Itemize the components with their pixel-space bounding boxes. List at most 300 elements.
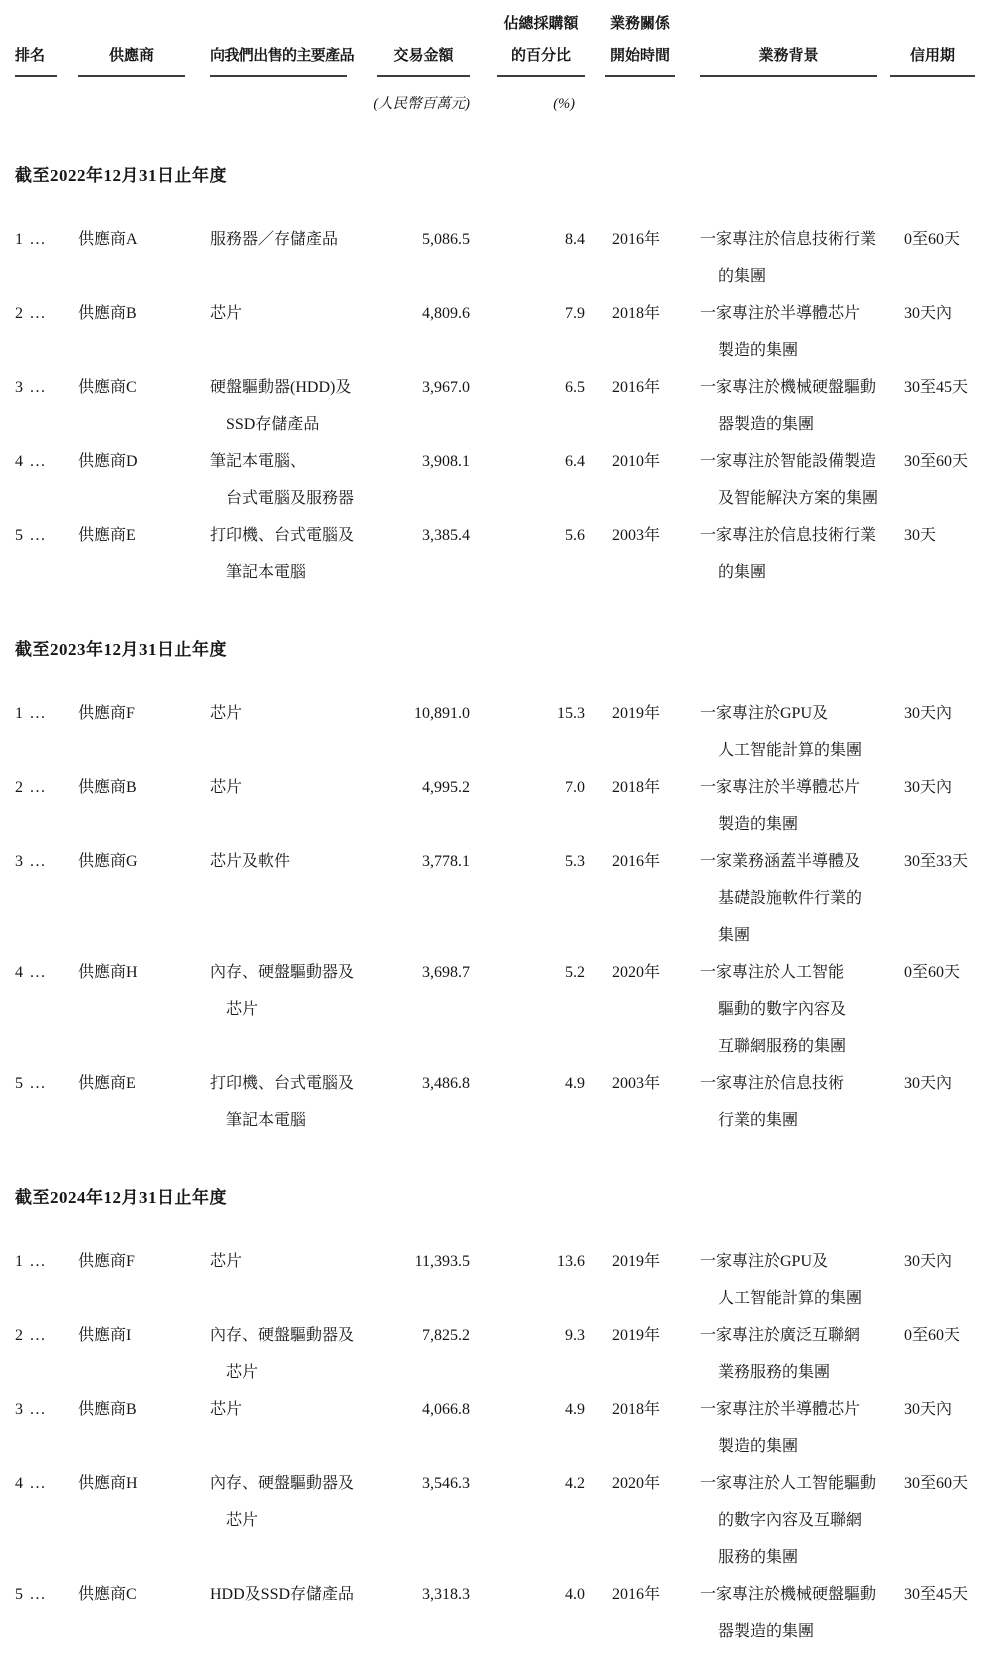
rank-cell [15,954,78,991]
products-cell [210,517,355,591]
products-cell-text: 硬盤驅動器(HDD)及 [210,379,352,396]
rank-cell-text: 4 ... [15,1475,47,1492]
table-row [15,1243,985,1317]
credit-cell [890,769,985,806]
products-cell-text: 內存、硬盤驅動器及 [210,964,355,981]
background-cell-text: 製造的集團 [718,342,799,359]
table-row [15,295,985,369]
background-cell-text: 服務的集團 [718,1549,799,1566]
products-cell [210,1065,355,1139]
supplier-cell-text: 供應商B [78,305,137,322]
start-year-cell [585,769,700,806]
table-row [15,954,985,1065]
supplier-cell-text: 供應商H [78,1475,138,1492]
percent-cell-text: 5.3 [565,853,585,870]
credit-cell-text: 30至60天 [904,453,969,470]
start-year-cell [585,443,700,480]
header-amount-label: 交易金額 [393,48,454,64]
background-cell [700,1065,890,1139]
background-cell [700,295,890,369]
header-percent-line1: 佔總採購額 [503,16,579,32]
rank-cell-text: 1 ... [15,1253,47,1270]
products-cell-text: 打印機、台式電腦及 [210,1075,355,1092]
amount-cell [355,695,470,732]
amount-cell [355,1391,470,1428]
products-cell-text: 筆記本電腦、 [210,453,307,470]
start-year-cell-text: 2020年 [612,964,661,981]
rank-cell-text: 4 ... [15,453,47,470]
amount-cell [355,443,470,480]
section-rows [15,1243,1000,1650]
background-cell-text: 行業的集團 [718,1112,799,1129]
amount-cell [355,517,470,554]
background-cell-text: 一家專注於半導體芯片 [700,1401,861,1418]
supplier-cell [78,1243,210,1280]
credit-cell-text: 30天 [904,527,937,544]
credit-cell-text: 30至60天 [904,1475,969,1492]
start-year-cell [585,843,700,880]
background-cell [700,1576,890,1650]
background-cell-text: 一家專注於半導體芯片 [700,779,861,796]
start-year-cell [585,1391,700,1428]
background-cell-text: 一家專注於智能設備製造 [700,453,877,470]
amount-cell-text: 3,385.4 [422,527,470,544]
header-credit [890,8,985,77]
credit-cell [890,695,985,732]
table-row [15,443,985,517]
start-year-cell [585,695,700,732]
background-cell-text: 一家專注於信息技術行業 [700,231,877,248]
amount-cell-text: 3,908.1 [422,453,470,470]
credit-cell [890,1391,985,1428]
percent-cell [470,1243,585,1280]
header-percent-line2: 的百分比 [510,48,571,64]
header-relationship-line2: 開始時間 [609,48,670,64]
background-cell-text: 一家專注於GPU及 [700,1253,829,1270]
amount-cell-text: 5,086.5 [422,231,470,248]
products-cell-text: 芯片 [210,1253,243,1270]
amount-cell [355,954,470,991]
percent-cell [470,695,585,732]
background-cell-text: 器製造的集團 [718,416,815,433]
supplier-cell-text: 供應商B [78,779,137,796]
background-cell-text: 製造的集團 [718,816,799,833]
rank-cell-text: 3 ... [15,1401,47,1418]
supplier-cell-text: 供應商G [78,853,138,870]
percent-cell [470,443,585,480]
percent-cell-text: 7.0 [565,779,585,796]
products-cell-text: 芯片 [210,305,243,322]
rank-cell-text: 2 ... [15,779,47,796]
amount-cell-text: 3,698.7 [422,964,470,981]
percent-cell-text: 7.9 [565,305,585,322]
supplier-cell-text: 供應商F [78,1253,135,1270]
supplier-cell [78,769,210,806]
amount-cell-text: 10,891.0 [414,705,470,722]
supplier-cell [78,443,210,480]
background-cell-text: 驅動的數字內容及 [718,1001,847,1018]
supplier-cell-text: 供應商I [78,1327,132,1344]
percent-cell-text: 9.3 [565,1327,585,1344]
rank-cell [15,443,78,480]
percent-cell-text: 13.6 [557,1253,585,1270]
background-cell [700,843,890,954]
rank-cell-text: 3 ... [15,853,47,870]
supplier-cell-text: 供應商C [78,1586,137,1603]
start-year-cell [585,369,700,406]
rank-cell-text: 2 ... [15,1327,47,1344]
background-cell [700,695,890,769]
background-cell-text: 器製造的集團 [718,1623,815,1640]
amount-unit-note: (人民幣百萬元) [373,96,470,112]
credit-cell [890,517,985,554]
supplier-cell [78,1465,210,1502]
header-background [700,8,890,77]
background-cell-text: 一家專注於信息技術行業 [700,527,877,544]
start-year-cell-text: 2016年 [612,1586,661,1603]
products-cell-text: 芯片 [210,779,243,796]
start-year-cell-text: 2018年 [612,1401,661,1418]
rank-cell-text: 3 ... [15,379,47,396]
supplier-cell-text: 供應商F [78,705,135,722]
table-row [15,1065,985,1139]
percent-cell-text: 15.3 [557,705,585,722]
rank-cell [15,843,78,880]
percent-cell-text: 5.6 [565,527,585,544]
products-cell [210,1317,355,1391]
products-cell [210,954,355,1028]
section-rows [15,221,1000,591]
percent-cell-text: 4.0 [565,1586,585,1603]
supplier-cell [78,695,210,732]
background-cell-text: 人工智能計算的集團 [718,1290,863,1307]
header-rank-label: 排名 [15,48,46,64]
credit-cell [890,443,985,480]
amount-cell [355,1243,470,1280]
background-cell [700,1317,890,1391]
rank-cell [15,1243,78,1280]
products-cell-text: HDD及SSD存儲產品 [210,1586,355,1603]
start-year-cell-text: 2016年 [612,853,661,870]
products-cell [210,769,355,806]
background-cell [700,1391,890,1465]
percent-cell-text: 6.4 [565,453,585,470]
rank-cell [15,517,78,554]
supplier-cell [78,1065,210,1102]
header-amount [355,8,470,77]
rank-cell [15,1391,78,1428]
start-year-cell-text: 2003年 [612,1075,661,1092]
percent-cell-text: 4.2 [565,1475,585,1492]
credit-cell-text: 30天內 [904,305,953,322]
percent-cell-text: 5.2 [565,964,585,981]
header-relationship [585,8,700,77]
rank-cell [15,769,78,806]
amount-cell-text: 4,066.8 [422,1401,470,1418]
background-cell-text: 一家專注於半導體芯片 [700,305,861,322]
supplier-cell-text: 供應商E [78,1075,136,1092]
supplier-cell-text: 供應商E [78,527,136,544]
amount-cell [355,221,470,258]
supplier-cell [78,369,210,406]
rank-cell-text: 4 ... [15,964,47,981]
supplier-cell [78,1576,210,1613]
amount-cell-text: 4,809.6 [422,305,470,322]
credit-cell-text: 30至45天 [904,1586,969,1603]
background-cell [700,1465,890,1576]
background-cell-text: 製造的集團 [718,1438,799,1455]
credit-cell [890,221,985,258]
percent-cell [470,1317,585,1354]
percent-cell [470,769,585,806]
credit-cell [890,1243,985,1280]
section-title: 截至2022年12月31日止年度 [15,166,227,185]
percent-cell [470,295,585,332]
table-header [15,8,985,77]
credit-cell [890,1465,985,1502]
supplier-cell [78,295,210,332]
credit-cell-text: 30天內 [904,705,953,722]
percent-cell-text: 6.5 [565,379,585,396]
supplier-cell [78,517,210,554]
header-rank [15,8,78,77]
background-cell [700,517,890,591]
rank-cell-text: 5 ... [15,1075,47,1092]
products-cell-text: 芯片 [226,1001,259,1018]
start-year-cell-text: 2010年 [612,453,661,470]
background-cell-text: 集團 [718,927,751,944]
supplier-cell-text: 供應商D [78,453,138,470]
table-row [15,221,985,295]
credit-cell [890,295,985,332]
background-cell [700,369,890,443]
table-row [15,695,985,769]
section-rows [15,695,1000,1139]
background-cell-text: 人工智能計算的集團 [718,742,863,759]
amount-cell [355,1065,470,1102]
rank-cell [15,695,78,732]
background-cell-text: 一家專注於信息技術 [700,1075,845,1092]
credit-cell-text: 30天內 [904,779,953,796]
percent-unit-note: (%) [553,96,575,112]
products-cell-text: 芯片 [226,1364,259,1381]
header-products-label: 向我們出售的主要產品 [210,48,355,64]
start-year-cell-text: 2016年 [612,231,661,248]
supplier-cell [78,221,210,258]
start-year-cell-text: 2020年 [612,1475,661,1492]
background-cell [700,443,890,517]
products-cell [210,1243,355,1280]
products-cell [210,369,355,443]
supplier-cell-text: 供應商C [78,379,137,396]
table-row [15,517,985,591]
credit-cell-text: 30天內 [904,1401,953,1418]
amount-cell [355,369,470,406]
percent-cell-text: 4.9 [565,1401,585,1418]
credit-cell [890,954,985,991]
table-row [15,1465,985,1576]
rank-cell [15,1576,78,1613]
table-row [15,769,985,843]
header-credit-label: 信用期 [909,48,955,64]
products-cell-text: 台式電腦及服務器 [226,490,355,507]
products-cell-text: 芯片 [226,1512,259,1529]
amount-cell [355,769,470,806]
background-cell-text: 的集團 [718,268,767,285]
rank-cell-text: 1 ... [15,231,47,248]
products-cell [210,1576,355,1613]
amount-cell [355,1465,470,1502]
background-cell-text: 一家業務涵蓋半導體及 [700,853,861,870]
background-cell-text: 業務服務的集團 [718,1364,831,1381]
percent-cell [470,843,585,880]
credit-cell [890,1065,985,1102]
products-cell-text: 芯片 [210,1401,243,1418]
start-year-cell [585,954,700,991]
amount-cell [355,1317,470,1354]
start-year-cell-text: 2003年 [612,527,661,544]
table-row [15,369,985,443]
start-year-cell [585,295,700,332]
supplier-cell-text: 供應商A [78,231,138,248]
percent-cell [470,369,585,406]
products-cell-text: 筆記本電腦 [226,564,307,581]
products-cell [210,1391,355,1428]
header-relationship-line1: 業務關係 [609,16,670,32]
table-row [15,843,985,954]
header-background-label: 業務背景 [758,48,819,64]
background-cell [700,769,890,843]
start-year-cell-text: 2018年 [612,779,661,796]
start-year-cell-text: 2016年 [612,379,661,396]
start-year-cell-text: 2018年 [612,305,661,322]
header-products [210,8,355,77]
supplier-cell [78,1317,210,1354]
table-row [15,1391,985,1465]
amount-cell [355,295,470,332]
percent-cell [470,954,585,991]
start-year-cell-text: 2019年 [612,1327,661,1344]
background-cell-text: 一家專注於機械硬盤驅動 [700,1586,877,1603]
products-cell [210,443,355,517]
credit-cell-text: 30至33天 [904,853,969,870]
background-cell-text: 的數字內容及互聯網 [718,1512,863,1529]
rank-cell [15,221,78,258]
background-cell-text: 一家專注於機械硬盤驅動 [700,379,877,396]
supplier-cell-text: 供應商H [78,964,138,981]
section-title: 截至2024年12月31日止年度 [15,1188,227,1207]
percent-cell-text: 8.4 [565,231,585,248]
credit-cell-text: 0至60天 [904,964,961,981]
percent-cell [470,1576,585,1613]
start-year-cell [585,1065,700,1102]
background-cell [700,954,890,1065]
credit-cell [890,1317,985,1354]
background-cell [700,1243,890,1317]
amount-cell-text: 3,486.8 [422,1075,470,1092]
credit-cell-text: 0至60天 [904,1327,961,1344]
start-year-cell [585,1243,700,1280]
percent-cell [470,1391,585,1428]
rank-cell [15,1317,78,1354]
credit-cell [890,843,985,880]
background-cell-text: 一家專注於廣泛互聯網 [700,1327,861,1344]
amount-cell-text: 3,546.3 [422,1475,470,1492]
supplier-cell [78,843,210,880]
background-cell [700,221,890,295]
rank-cell-text: 5 ... [15,527,47,544]
start-year-cell-text: 2019年 [612,705,661,722]
section-title: 截至2023年12月31日止年度 [15,640,227,659]
start-year-cell [585,221,700,258]
products-cell-text: 筆記本電腦 [226,1112,307,1129]
percent-cell [470,1065,585,1102]
credit-cell-text: 30至45天 [904,379,969,396]
products-cell-text: 服務器／存儲產品 [210,231,339,248]
credit-cell [890,369,985,406]
header-supplier-label: 供應商 [108,48,154,64]
background-cell-text: 互聯網服務的集團 [718,1038,847,1055]
header-supplier [78,8,210,77]
credit-cell [890,1576,985,1613]
amount-cell-text: 11,393.5 [414,1253,470,1270]
rank-cell-text: 5 ... [15,1586,47,1603]
products-cell-text: 打印機、台式電腦及 [210,527,355,544]
products-cell [210,1465,355,1539]
products-cell-text: 內存、硬盤驅動器及 [210,1475,355,1492]
rank-cell-text: 1 ... [15,705,47,722]
percent-cell [470,517,585,554]
credit-cell-text: 30天內 [904,1075,953,1092]
start-year-cell [585,517,700,554]
amount-cell-text: 3,318.3 [422,1586,470,1603]
start-year-cell [585,1465,700,1502]
amount-cell [355,1576,470,1613]
background-cell-text: 基礎設施軟件行業的 [718,890,863,907]
start-year-cell [585,1576,700,1613]
start-year-cell-text: 2019年 [612,1253,661,1270]
amount-cell-text: 4,995.2 [422,779,470,796]
credit-cell-text: 0至60天 [904,231,961,248]
table-row [15,1576,985,1650]
amount-cell-text: 3,778.1 [422,853,470,870]
background-cell-text: 一家專注於人工智能驅動 [700,1475,877,1492]
products-cell-text: 芯片及軟件 [210,853,291,870]
rank-cell [15,369,78,406]
background-cell-text: 一家專注於GPU及 [700,705,829,722]
rank-cell [15,1065,78,1102]
background-cell-text: 及智能解決方案的集團 [718,490,879,507]
products-cell [210,695,355,732]
rank-cell [15,295,78,332]
background-cell-text: 一家專注於人工智能 [700,964,845,981]
products-cell [210,843,355,880]
amount-cell [355,843,470,880]
amount-cell-text: 3,967.0 [422,379,470,396]
table-row [15,1317,985,1391]
supplier-cell-text: 供應商B [78,1401,137,1418]
supplier-cell [78,954,210,991]
header-percent [470,8,585,77]
products-cell-text: 內存、硬盤驅動器及 [210,1327,355,1344]
start-year-cell [585,1317,700,1354]
amount-cell-text: 7,825.2 [422,1327,470,1344]
products-cell [210,295,355,332]
products-cell [210,221,355,258]
rank-cell-text: 2 ... [15,305,47,322]
percent-cell-text: 4.9 [565,1075,585,1092]
percent-cell [470,221,585,258]
